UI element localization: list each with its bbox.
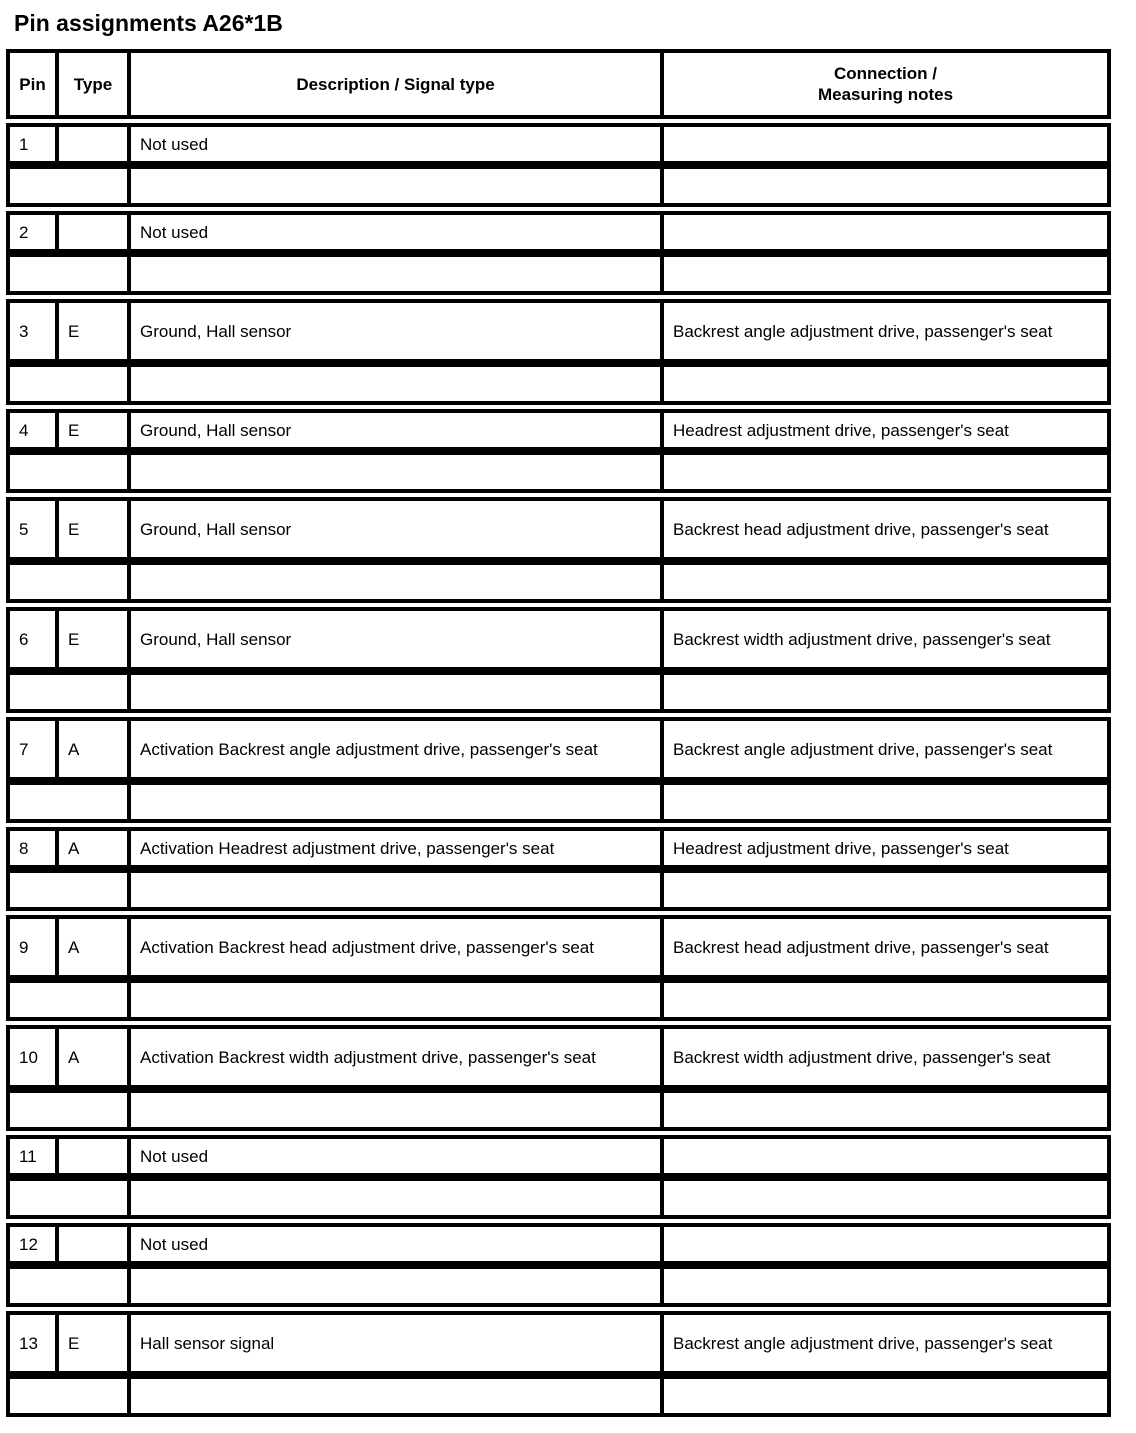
type-cell: A [59,721,131,777]
empty-description-cell [131,785,664,819]
empty-description-cell [131,1269,664,1303]
empty-pin-type-cell [10,873,131,907]
header-connection [664,53,1107,115]
page-title: Pin assignments A26*1B [14,10,283,36]
empty-connection-cell [664,1379,1107,1413]
type-cell [59,1139,131,1173]
empty-pin-type-cell [10,455,131,489]
table-row [6,717,1111,781]
header-pin: Pin [10,53,59,115]
measuring-row [6,1265,1111,1307]
pin-cell: 4 [10,413,59,447]
description-cell: Not used [131,1139,664,1173]
connection-cell: Backrest head adjustment drive, passenger's seat [673,937,1049,957]
connection-cell [664,1139,1107,1173]
table-row [6,1311,1111,1375]
measuring-row [6,671,1111,713]
description-cell: Ground, Hall sensor [131,303,664,359]
empty-connection-cell [664,983,1107,1017]
table-row [6,211,1111,253]
pin-cell: 12 [10,1227,59,1261]
type-cell [59,1227,131,1261]
description-cell: Not used [131,127,664,161]
description-cell: Ground, Hall sensor [131,611,664,667]
empty-connection-cell [664,873,1107,907]
empty-description-cell [131,1379,664,1413]
measuring-row [6,165,1111,207]
table-row [6,497,1111,561]
table-row [6,409,1111,451]
table-row [6,1223,1111,1265]
description-cell: Not used [131,215,664,249]
empty-pin-type-cell [10,257,131,291]
connection-cell [664,1227,1107,1261]
pin-group-13 [6,1311,1111,1417]
pin-group-12 [6,1223,1111,1307]
description-cell: Activation Backrest head adjustment drive, passenger's seat [131,919,664,975]
table-header-row [6,49,1111,119]
pin-group-1 [6,123,1111,207]
empty-pin-type-cell [10,1181,131,1215]
empty-connection-cell [664,367,1107,401]
measuring-row [6,363,1111,405]
pin-cell: 9 [10,919,59,975]
connection-cell: Backrest width adjustment drive, passenger's seat [673,629,1051,649]
pin-group-7 [6,717,1111,823]
pin-group-10 [6,1025,1111,1131]
empty-pin-type-cell [10,1269,131,1303]
table-row [6,1025,1111,1089]
empty-pin-type-cell [10,785,131,819]
pin-cell: 11 [10,1139,59,1173]
pin-group-8 [6,827,1111,911]
header-connection-line2: Measuring notes [817,85,954,104]
header-description: Description / Signal type [131,53,664,115]
empty-connection-cell [664,565,1107,599]
connection-cell: Backrest angle adjustment drive, passenger's seat [673,1333,1053,1353]
pin-cell: 8 [10,831,59,865]
empty-pin-type-cell [10,983,131,1017]
empty-description-cell [131,1181,664,1215]
measuring-row [6,1177,1111,1219]
measuring-row [6,561,1111,603]
table-row [6,299,1111,363]
pin-cell: 5 [10,501,59,557]
measuring-row [6,1089,1111,1131]
description-cell: Activation Backrest width adjustment drive, passenger's seat [131,1029,664,1085]
table-row [6,123,1111,165]
type-cell: E [59,501,131,557]
measuring-row [6,781,1111,823]
empty-description-cell [131,455,664,489]
connection-cell [664,127,1107,161]
measuring-row [6,1375,1111,1417]
pin-assignment-table [6,49,1111,1417]
empty-description-cell [131,1093,664,1127]
empty-pin-type-cell [10,1093,131,1127]
description-cell: Not used [131,1227,664,1261]
pin-group-4 [6,409,1111,493]
pin-cell: 13 [10,1315,59,1371]
description-cell: Ground, Hall sensor [131,501,664,557]
type-cell: A [59,1029,131,1085]
header-connection-label [818,63,953,105]
pin-cell: 10 [10,1029,59,1085]
pin-cell: 7 [10,721,59,777]
connection-cell: Headrest adjustment drive, passenger's seat [673,838,1009,858]
connection-cell: Backrest head adjustment drive, passenger's seat [673,519,1049,539]
empty-description-cell [131,367,664,401]
type-cell [59,215,131,249]
description-cell: Hall sensor signal [131,1315,664,1371]
description-cell: Activation Headrest adjustment drive, passenger's seat [131,831,664,865]
connection-cell: Headrest adjustment drive, passenger's seat [673,420,1009,440]
pin-cell: 1 [10,127,59,161]
type-cell: A [59,919,131,975]
type-cell: E [59,303,131,359]
empty-connection-cell [664,675,1107,709]
empty-connection-cell [664,169,1107,203]
measuring-row [6,253,1111,295]
empty-pin-type-cell [10,565,131,599]
empty-connection-cell [664,1181,1107,1215]
pin-group-6 [6,607,1111,713]
empty-connection-cell [664,785,1107,819]
type-cell: A [59,831,131,865]
pin-group-5 [6,497,1111,603]
pin-cell: 2 [10,215,59,249]
pin-group-9 [6,915,1111,1021]
connection-cell: Backrest angle adjustment drive, passenger's seat [673,321,1053,341]
pin-group-2 [6,211,1111,295]
empty-connection-cell [664,455,1107,489]
connection-cell: Backrest angle adjustment drive, passenger's seat [673,739,1053,759]
pin-cell: 3 [10,303,59,359]
pin-group-3 [6,299,1111,405]
measuring-row [6,869,1111,911]
table-row [6,607,1111,671]
connection-cell: Backrest width adjustment drive, passenger's seat [673,1047,1051,1067]
pin-cell: 6 [10,611,59,667]
type-cell [59,127,131,161]
empty-pin-type-cell [10,675,131,709]
empty-pin-type-cell [10,367,131,401]
table-row [6,1135,1111,1177]
description-cell: Activation Backrest angle adjustment drive, passenger's seat [131,721,664,777]
empty-connection-cell [664,1093,1107,1127]
empty-description-cell [131,675,664,709]
empty-description-cell [131,169,664,203]
measuring-row [6,451,1111,493]
empty-pin-type-cell [10,169,131,203]
empty-description-cell [131,565,664,599]
type-cell: E [59,611,131,667]
empty-connection-cell [664,1269,1107,1303]
connection-cell [664,215,1107,249]
empty-description-cell [131,873,664,907]
table-row [6,827,1111,869]
empty-pin-type-cell [10,1379,131,1413]
header-type: Type [59,53,131,115]
type-cell: E [59,413,131,447]
empty-description-cell [131,983,664,1017]
type-cell: E [59,1315,131,1371]
pin-group-11 [6,1135,1111,1219]
measuring-row [6,979,1111,1021]
empty-connection-cell [664,257,1107,291]
table-row [6,915,1111,979]
empty-description-cell [131,257,664,291]
header-connection-line1: Connection / [834,64,937,83]
description-cell: Ground, Hall sensor [131,413,664,447]
